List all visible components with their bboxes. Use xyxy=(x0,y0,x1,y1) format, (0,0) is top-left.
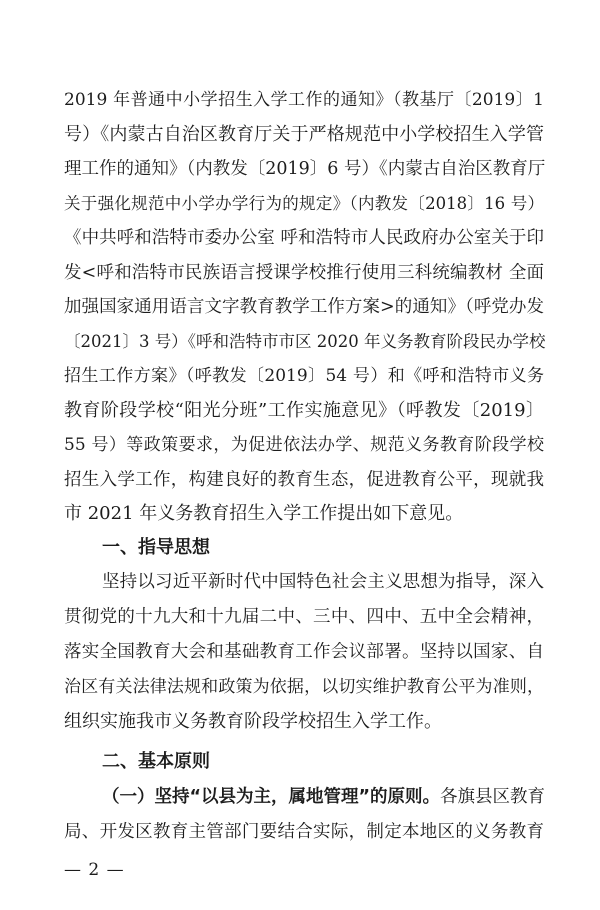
principle-1-title: （一）坚持“以县为主，属地管理”的原则。 xyxy=(102,787,441,807)
body-line-6: 发<呼和浩特市民族语言授课学校推行使用三科统编教材 全面 xyxy=(64,262,544,283)
body-line-2: 号）《内蒙古自治区教育厅关于严格规范中小学校招生入学管 xyxy=(64,123,544,145)
page-number: — 2 — xyxy=(64,860,125,880)
section1-line-1: 坚持以习近平新时代中国特色社会主义思想为指导，深入 xyxy=(102,572,544,592)
body-line-1: 2019 年普通中小学招生入学工作的通知》（教基厅〔2019〕1 xyxy=(64,90,544,110)
body-line-11: 55 号）等政策要求，为促进依法办学、规范义务教育阶段学校 xyxy=(64,435,544,455)
body-line-3: 理工作的通知》（内教发〔2019〕6 号）《内蒙古自治区教育厅 xyxy=(64,159,546,179)
section1-line-3: 落实全国教育大会和基础教育工作会议部署。坚持以国家、自 xyxy=(64,642,544,662)
body-line-13: 市 2021 年义务教育招生入学工作提出如下意见。 xyxy=(64,503,464,524)
section1-line-4: 治区有关法律法规和政策为依据，以切实维护教育公平为准则， xyxy=(64,677,544,697)
section2-line-1: 局、开发区教育主管部门要结合实际，制定本地区的义务教育 xyxy=(64,822,544,842)
body-line-9: 招生工作方案》（呼教发〔2019〕54 号）和《呼和浩特市义务 xyxy=(64,366,544,386)
principle-1-text: 各旗县区教育 xyxy=(440,787,546,807)
section1-line-5: 组织实施我市义务教育阶段学校招生入学工作。 xyxy=(64,711,442,732)
principle-1-line xyxy=(102,785,544,809)
body-line-5: 《中共呼和浩特市委办公室 呼和浩特市人民政府办公室关于印 xyxy=(64,228,544,248)
section-heading-guiding-ideology: 一、指导思想 xyxy=(102,537,210,558)
section-heading-basic-principles: 二、基本原则 xyxy=(102,751,210,772)
body-line-7: 加强国家通用语言文字教育教学工作方案>的通知》（呼党办发 xyxy=(64,297,544,317)
body-line-8: 〔2021〕3 号）《呼和浩特市市区 2020 年义务教育阶段民办学校 xyxy=(64,331,546,351)
section1-line-2: 贯彻党的十九大和十九届二中、三中、四中、五中全会精神， xyxy=(64,607,544,627)
body-line-12: 招生入学工作，构建良好的教育生态，促进教育公平，现就我 xyxy=(64,469,544,490)
body-line-10: 教育阶段学校“阳光分班”工作实施意见》（呼教发〔2019〕 xyxy=(64,399,544,421)
body-line-4: 关于强化规范中小学办学行为的规定》（内教发〔2018〕16 号） xyxy=(64,193,544,213)
